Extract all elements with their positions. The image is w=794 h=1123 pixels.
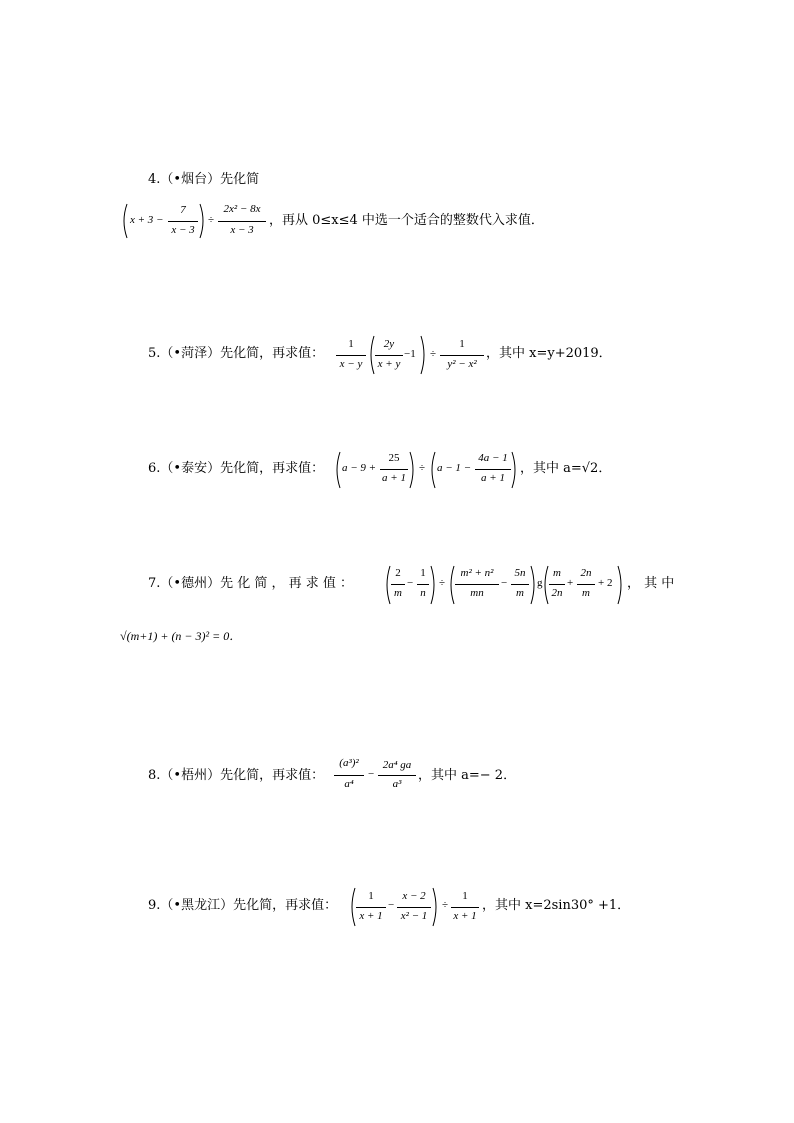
fraction-denominator: x − y: [339, 358, 363, 370]
fraction-bar: [336, 355, 366, 356]
fraction-bar: [378, 775, 416, 776]
right-paren: [199, 203, 207, 239]
problem-instruction: 先 化 简 ， 再 求 值 ：: [220, 576, 354, 591]
fraction-denominator: n: [420, 587, 426, 599]
problem-trail: ，其中 a=− 2．: [418, 768, 517, 783]
divide-sign: ÷: [442, 899, 449, 911]
left-paren: [367, 335, 375, 375]
expr-term: −1: [404, 348, 416, 360]
fraction-numerator: 4a − 1: [478, 452, 508, 464]
fraction-denominator: m: [394, 587, 402, 599]
minus-sign: −: [388, 899, 395, 911]
right-paren: [511, 451, 519, 489]
problem-source: （•梧州）: [160, 768, 221, 783]
fraction-denominator: x + 1: [453, 910, 477, 922]
fraction-denominator: a + 1: [481, 472, 505, 484]
problem-8-header: [148, 768, 324, 784]
fraction-numerator: 1: [348, 338, 354, 350]
fraction-denominator: m: [582, 587, 590, 599]
fraction-bar: [168, 221, 198, 222]
fraction-numerator: (a³)²: [339, 757, 359, 769]
fraction-denominator: x + 1: [359, 910, 383, 922]
problem-source: （•菏泽）: [160, 346, 221, 361]
fraction-denominator: 2n: [551, 587, 563, 599]
left-paren: [541, 565, 549, 605]
problem-number: 9.: [148, 898, 161, 913]
left-paren: [348, 887, 356, 927]
minus-sign: −: [501, 577, 508, 589]
problem-number: 4.: [148, 172, 161, 187]
problem-instruction: 先化简，再求值：: [233, 898, 338, 913]
problem-7-header: [148, 576, 353, 592]
divide-sign: ÷: [419, 462, 426, 474]
fraction-bar: [397, 907, 431, 908]
left-paren: [428, 451, 436, 489]
fraction-numerator: 7: [180, 204, 186, 216]
problem-trail: ， 其 中: [627, 576, 675, 591]
minus-sign: −: [368, 768, 375, 780]
problem-instruction: 先化简，再求值：: [220, 461, 325, 476]
fraction-numerator: m: [553, 567, 561, 579]
problem-trail: ，再从 0≤x≤4 中选一个适合的整数代入求值．: [269, 213, 544, 228]
left-paren: [333, 451, 341, 489]
fraction-bar: [391, 584, 405, 585]
fraction-bar: [356, 907, 386, 908]
problem-9-header: [148, 898, 337, 914]
problem-trail: ，其中 a=√2．: [520, 461, 612, 476]
fraction-numerator: x − 2: [402, 890, 426, 902]
fraction-denominator: a³: [392, 778, 402, 790]
problem-trail: ，其中 x=2sin30° +1．: [482, 898, 631, 913]
fraction-denominator: a⁴: [344, 778, 354, 790]
fraction-numerator: 1: [420, 567, 426, 579]
fraction-numerator: 1: [462, 890, 468, 902]
fraction-denominator: x − 3: [230, 224, 254, 236]
fraction-denominator: y² − x²: [447, 358, 477, 370]
divide-sign: ÷: [439, 577, 446, 589]
fraction-numerator: 25: [388, 452, 400, 464]
fraction-denominator: m: [516, 587, 524, 599]
expr-term: + 2: [598, 577, 613, 589]
fraction-numerator: 1: [459, 338, 465, 350]
divide-sign: ÷: [430, 348, 437, 360]
fraction-bar: [380, 469, 408, 470]
fraction-numerator: 1: [368, 890, 374, 902]
plus-sign: +: [567, 577, 574, 589]
fraction-bar: [375, 355, 403, 356]
problem-4-header: [148, 172, 259, 188]
fraction-numerator: 2n: [580, 567, 592, 579]
problem-number: 7.: [148, 576, 161, 591]
right-paren: [409, 451, 417, 489]
fraction-bar: [549, 584, 565, 585]
right-paren: [432, 887, 440, 927]
fraction-bar: [577, 584, 595, 585]
fraction-numerator: 2y: [383, 338, 395, 350]
expr-term: a − 9 +: [342, 462, 377, 474]
problem-instruction: 先化简，再求值：: [220, 346, 325, 361]
expr-term: a − 1 −: [437, 462, 472, 474]
minus-sign: −: [407, 577, 414, 589]
right-paren: [430, 565, 438, 605]
right-paren: [617, 565, 625, 605]
problem-number: 8.: [148, 768, 161, 783]
left-paren: [383, 565, 391, 605]
fraction-bar: [455, 584, 499, 585]
problem-condition: √(m+1) + (n − 3)² = 0．: [120, 629, 242, 643]
fraction-bar: [218, 221, 266, 222]
problem-source: （•德州）: [160, 576, 221, 591]
fraction-denominator: x + y: [377, 358, 401, 370]
problem-6-header: [148, 461, 324, 477]
fraction-bar: [475, 469, 511, 470]
expr-term: x + 3 −: [130, 214, 164, 226]
fraction-numerator: 2a⁴ ga: [382, 759, 412, 771]
problem-number: 6.: [148, 461, 161, 476]
divide-sign: ÷: [208, 214, 215, 226]
fraction-bar: [334, 775, 364, 776]
left-paren: [447, 565, 455, 605]
fraction-bar: [417, 584, 429, 585]
fraction-numerator: 2: [395, 567, 401, 579]
problem-instruction: 先化简，再求值：: [220, 768, 325, 783]
left-paren: [120, 203, 128, 239]
fraction-bar: [451, 907, 479, 908]
right-paren: [420, 335, 428, 375]
fraction-denominator: mn: [470, 587, 484, 599]
problem-instruction: 先化简: [220, 172, 260, 187]
fraction-denominator: x² − 1: [400, 910, 428, 922]
fraction-denominator: a + 1: [382, 472, 406, 484]
dot-operator: g: [537, 577, 543, 589]
fraction-numerator: m² + n²: [460, 567, 494, 579]
fraction-bar: [440, 355, 484, 356]
fraction-bar: [511, 584, 529, 585]
problem-number: 5.: [148, 346, 161, 361]
fraction-numerator: 5n: [514, 567, 526, 579]
fraction-denominator: x − 3: [171, 224, 195, 236]
problem-trail: ，其中 x=y+2019．: [486, 346, 612, 361]
fraction-numerator: 2x² − 8x: [223, 203, 261, 215]
problem-source: （•烟台）: [160, 172, 221, 187]
problem-source: （•泰安）: [160, 461, 221, 476]
problem-source: （•黑龙江）: [160, 898, 234, 913]
problem-5-header: [148, 346, 324, 362]
